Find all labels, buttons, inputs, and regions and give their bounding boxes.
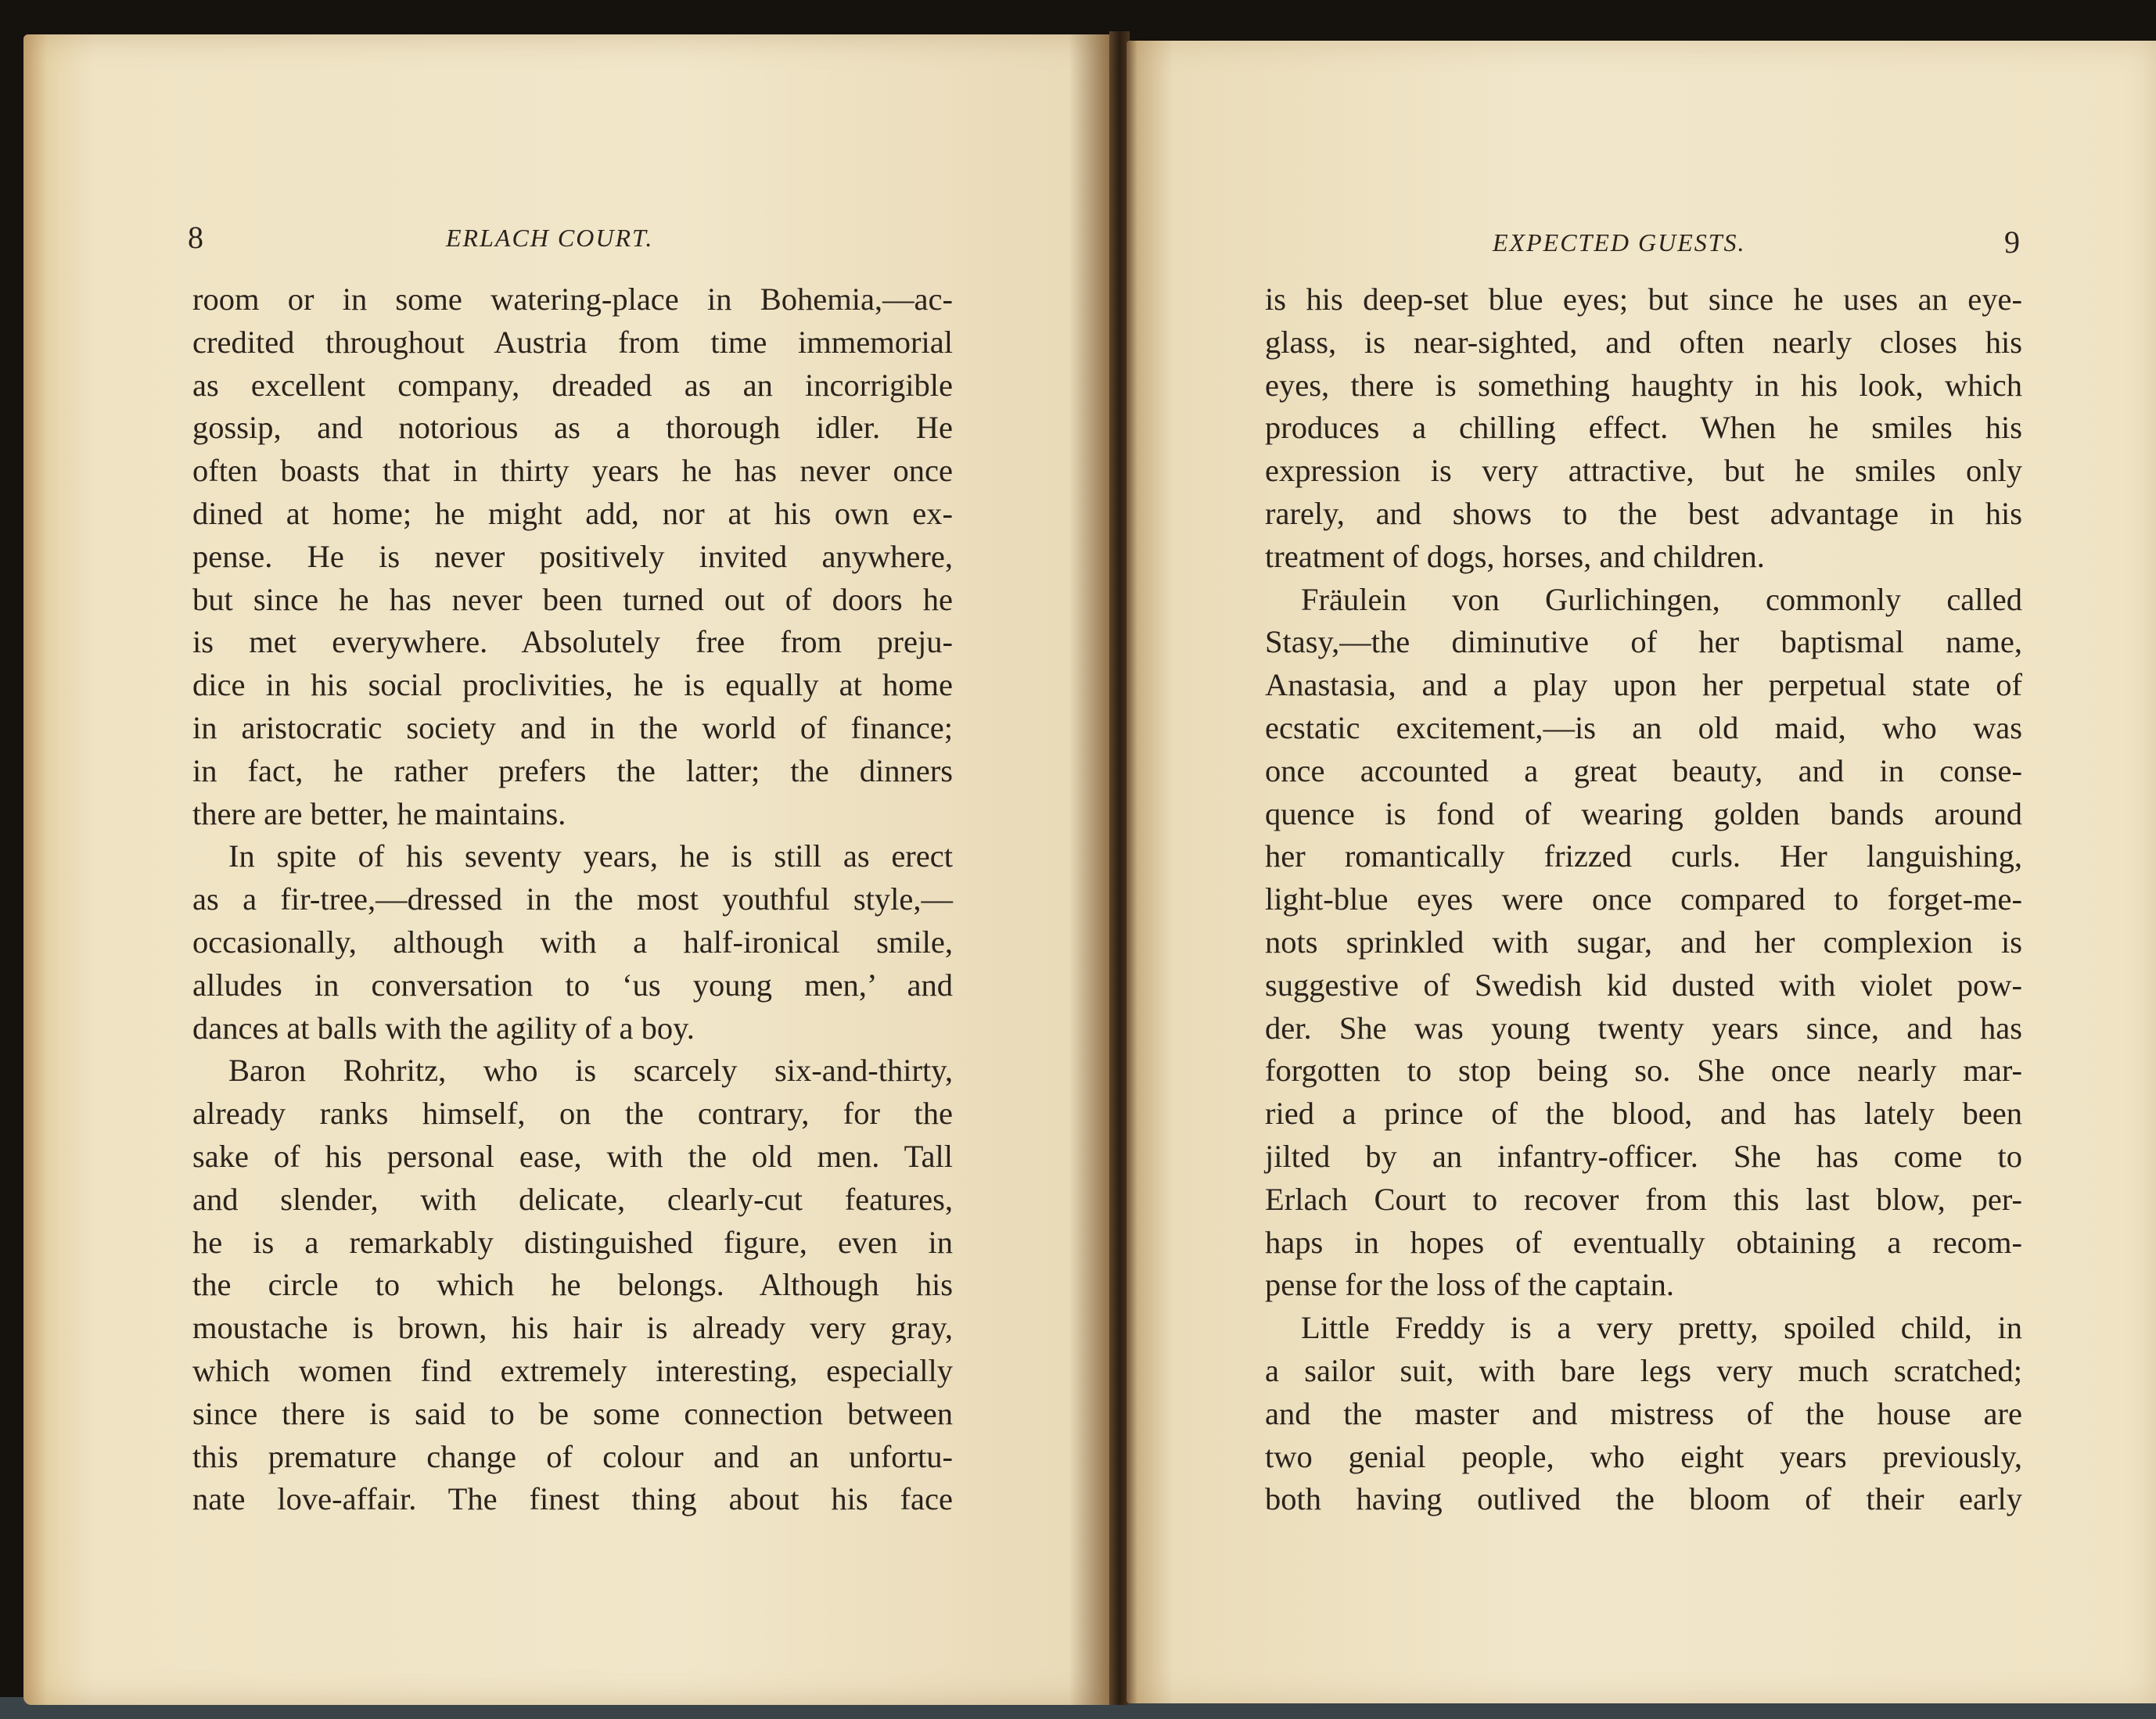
page-number: 8 [188, 220, 203, 255]
text-line: dances at balls with the agility of a boy. [192, 1010, 695, 1046]
text-line: alludes in conversation to ‘us young men,’ and [192, 967, 953, 1003]
text-line: and slender, with delicate, clearly-cut features, [192, 1181, 953, 1217]
text-line: two genial people, who eight years previously, [1265, 1438, 2022, 1474]
text-line: jilted by an infantry-officer. She has come to [1265, 1138, 2022, 1174]
text-line: rarely, and shows to the best advantage in his [1265, 495, 2022, 531]
text-line: is his deep-set blue eyes; but since he uses an eye- [1265, 282, 2022, 317]
text-line: glass, is near-sighted, and often nearly closes his [1265, 324, 2022, 360]
running-head: EXPECTED GUESTS. [1493, 228, 1746, 257]
text-line: dice in his social proclivities, he is equally at home [192, 667, 953, 703]
text-line: Stasy,—the diminutive of her baptismal name, [1265, 624, 2022, 660]
text-line: produces a chilling effect. When he smiles his [1265, 410, 2022, 446]
text-line: nate love-affair. The finest thing about his face [192, 1481, 953, 1517]
text-line: but since he has never been turned out of doors he [192, 581, 953, 617]
text-line: forgotten to stop being so. She once nearly mar- [1265, 1053, 2022, 1089]
text-line: In spite of his seventy years, he is still as erect [228, 838, 953, 874]
body-text [1265, 278, 2022, 1521]
text-line: expression is very attractive, but he smiles only [1265, 453, 2022, 489]
text-line: is met everywhere. Absolutely free from preju- [192, 624, 953, 660]
text-line: and the master and mistress of the house are [1265, 1395, 2022, 1431]
text-line: he is a remarkably distinguished figure, even in [192, 1224, 953, 1260]
paragraph [192, 1050, 953, 1521]
text-line: which women find extremely interesting, especially [192, 1352, 953, 1388]
text-line: this premature change of colour and an unfortu- [192, 1438, 953, 1474]
text-line: sake of his personal ease, with the old men. Tall [192, 1138, 953, 1174]
text-line: treatment of dogs, horses, and children. [1265, 538, 1765, 574]
paragraph [192, 835, 953, 1050]
text-line: the circle to which he belongs. Although his [192, 1267, 953, 1303]
text-line: her romantically frizzed curls. Her languishing, [1265, 838, 2022, 874]
text-line: there are better, he maintains. [192, 795, 566, 831]
paragraph [1265, 278, 2022, 579]
text-line: Erlach Court to recover from this last blow, per- [1265, 1181, 2022, 1217]
text-line: in fact, he rather prefers the latter; the dinners [192, 752, 953, 788]
text-line: ried a prince of the blood, and has lately been [1265, 1096, 2022, 1132]
text-line: eyes, there is something haughty in his look, which [1265, 367, 2022, 403]
right-page [1127, 41, 2156, 1703]
text-line: haps in hopes of eventually obtaining a recom- [1265, 1224, 2022, 1260]
text-line: pense for the loss of the captain. [1265, 1267, 1674, 1303]
text-line: ecstatic excitement,—is an old maid, who was [1265, 709, 2022, 745]
text-line: since there is said to be some connection between [192, 1395, 953, 1431]
text-line: pense. He is never positively invited anywhere, [192, 538, 953, 574]
text-line: room or in some watering-place in Bohemia,—ac- [192, 282, 953, 317]
text-line: Anastasia, and a play upon her perpetual state of [1265, 667, 2022, 703]
running-head: ERLACH COURT. [446, 224, 654, 252]
text-line: Little Freddy is a very pretty, spoiled child, in [1301, 1310, 2022, 1346]
paragraph [192, 278, 953, 835]
paragraph [1265, 1307, 2022, 1521]
text-line: suggestive of Swedish kid dusted with violet pow- [1265, 967, 2022, 1003]
left-page [23, 34, 1112, 1705]
text-line: already ranks himself, on the contrary, for the [192, 1096, 953, 1132]
body-text [192, 278, 953, 1521]
paragraph [1265, 579, 2022, 1308]
text-line: light-blue eyes were once compared to forget-me- [1265, 881, 2022, 917]
text-line: quence is fond of wearing golden bands around [1265, 795, 2022, 831]
text-line: as a fir-tree,—dressed in the most youthful style,— [192, 881, 953, 917]
text-line: moustache is brown, his hair is already very gray, [192, 1310, 953, 1346]
text-line: der. She was young twenty years since, and has [1265, 1010, 2022, 1046]
page-number: 9 [2004, 224, 2020, 260]
text-line: once accounted a great beauty, and in conse- [1265, 752, 2022, 788]
text-line: as excellent company, dreaded as an incorrigible [192, 367, 953, 403]
text-line: often boasts that in thirty years he has never once [192, 453, 953, 489]
text-line: nots sprinkled with sugar, and her complexion is [1265, 924, 2022, 960]
text-line: dined at home; he might add, nor at his own ex- [192, 495, 953, 531]
text-line: Fräulein von Gurlichingen, commonly called [1301, 581, 2022, 617]
text-line: a sailor suit, with bare legs very much scratched; [1265, 1352, 2022, 1388]
text-line: occasionally, although with a half-ironical smile, [192, 924, 953, 960]
text-line: Baron Rohritz, who is scarcely six-and-thirty, [228, 1053, 953, 1089]
text-line: gossip, and notorious as a thorough idler. He [192, 410, 953, 446]
text-line: credited throughout Austria from time immemorial [192, 324, 953, 360]
text-line: both having outlived the bloom of their early [1265, 1481, 2022, 1517]
text-line: in aristocratic society and in the world of finance; [192, 709, 953, 745]
